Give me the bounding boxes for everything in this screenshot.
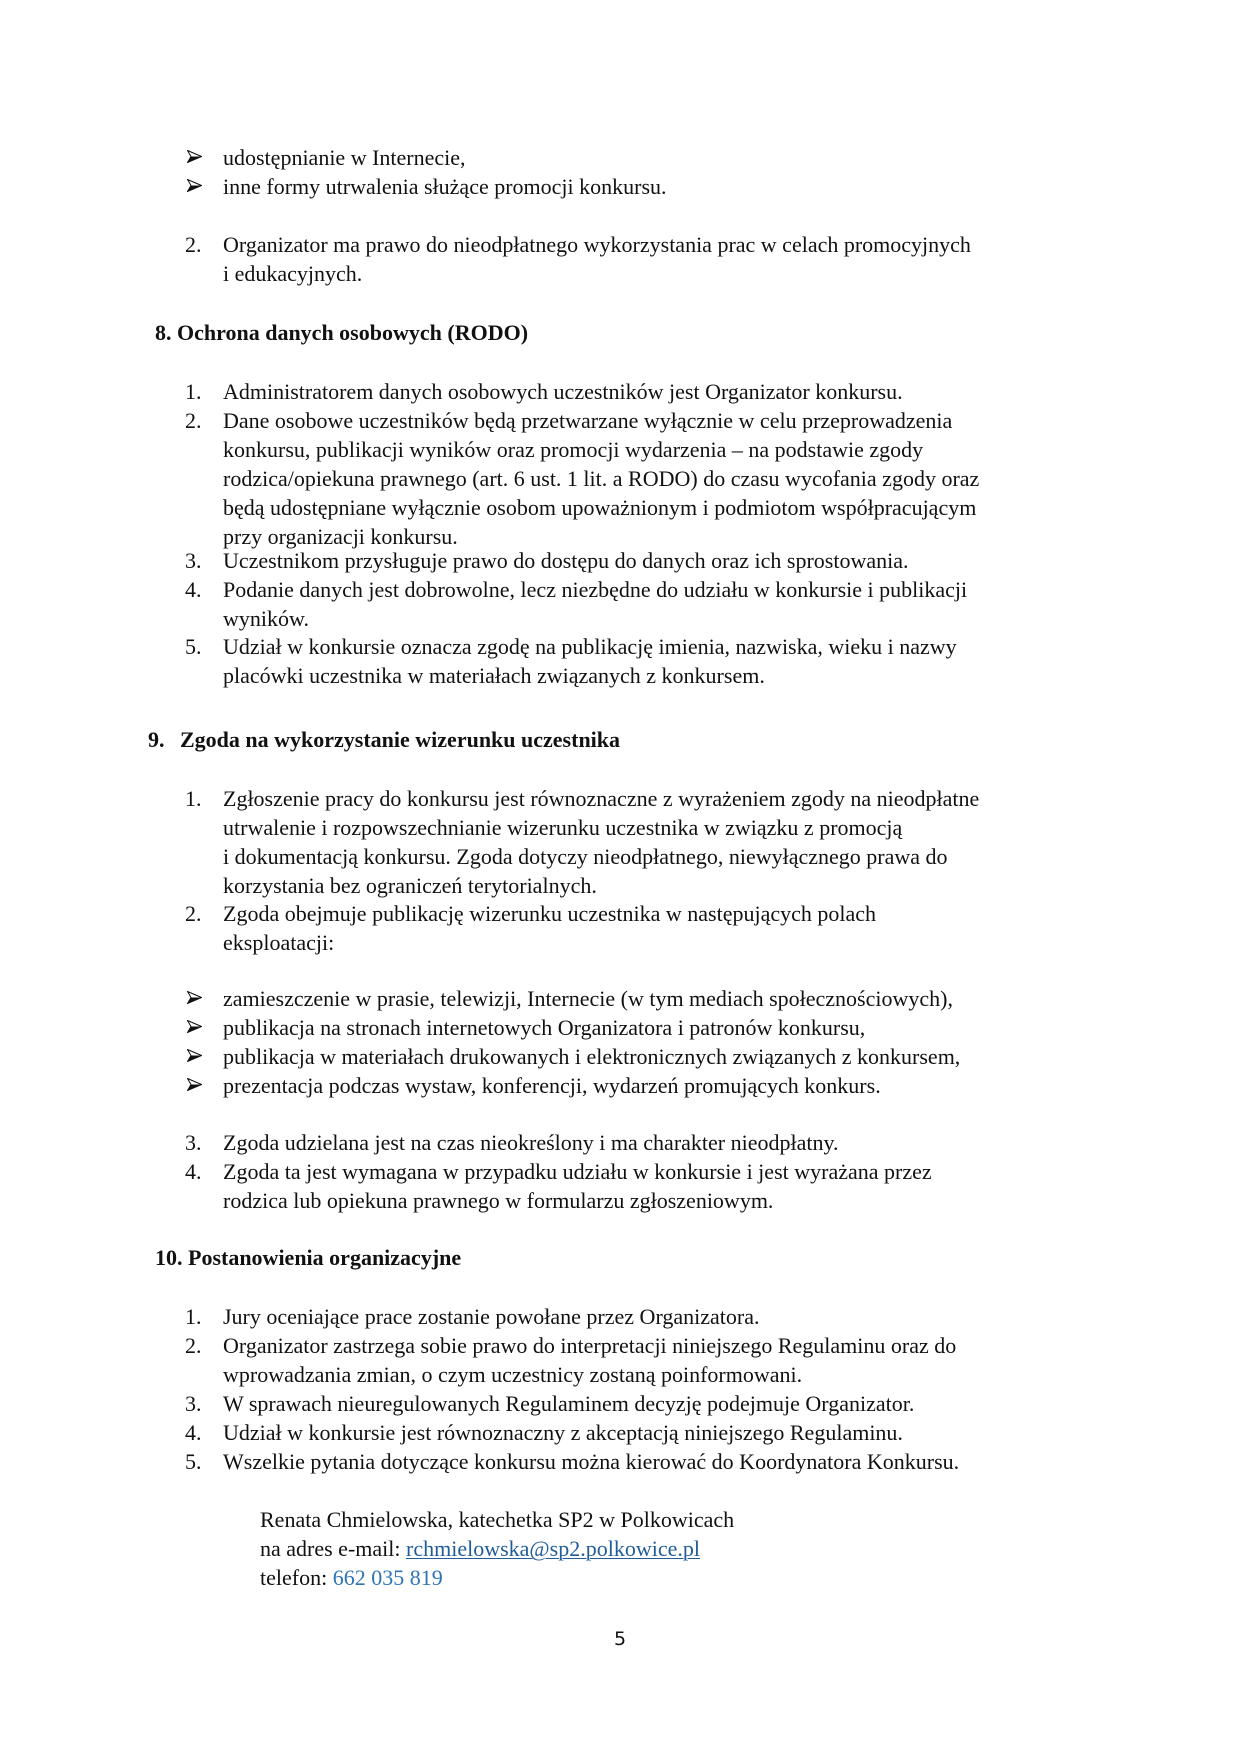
contact-phone-line xyxy=(260,1563,443,1592)
section-heading-10: 10. Postanowienia organizacyjne xyxy=(155,1245,462,1270)
section-heading-9-number: 9. xyxy=(148,727,165,752)
list-number: 4. xyxy=(185,1159,202,1184)
list-item-text: Dane osobowe uczestników będą przetwarzane wyłącznie w celu przeprowadzenia xyxy=(223,408,953,433)
section-heading-9: Zgoda na wykorzystanie wizerunku uczestnika xyxy=(180,727,621,752)
bullet-text: publikacja na stronach internetowych Organizatora i patronów konkursu, xyxy=(223,1015,866,1040)
list-item-text: Udział w konkursie oznacza zgodę na publikację imienia, nazwiska, wieku i nazwy xyxy=(223,634,957,659)
list-item-text: placówki uczestnika w materiałach związanych z konkursem. xyxy=(223,663,765,688)
contact-name: Renata Chmielowska, katechetka SP2 w Polkowicach xyxy=(260,1507,735,1532)
list-item-text: Wszelkie pytania dotyczące konkursu można kierować do Koordynatora Konkursu. xyxy=(223,1449,960,1474)
list-item-text: korzystania bez ograniczeń terytorialnych. xyxy=(223,873,597,898)
list-item-text: i dokumentacją konkursu. Zgoda dotyczy nieodpłatnego, niewyłącznego prawa do xyxy=(223,844,948,869)
list-item-text: Administratorem danych osobowych uczestników jest Organizator konkursu. xyxy=(223,379,903,404)
bullet-text: zamieszczenie w prasie, telewizji, Internecie (w tym mediach społecznościowych), xyxy=(223,986,953,1011)
bullet-text: publikacja w materiałach drukowanych i elektronicznych związanych z konkursem, xyxy=(223,1044,961,1069)
list-number: 2. xyxy=(185,408,202,433)
list-number: 1. xyxy=(185,786,202,811)
list-number: 4. xyxy=(185,1420,202,1445)
bullet-text: prezentacja podczas wystaw, konferencji, wydarzeń promujących konkurs. xyxy=(223,1073,881,1098)
list-item-text: Jury oceniające prace zostanie powołane przez Organizatora. xyxy=(223,1304,760,1329)
list-item-text: eksploatacji: xyxy=(223,930,335,955)
arrow-bullet-icon xyxy=(187,991,202,1004)
list-item-text: i edukacyjnych. xyxy=(223,261,363,286)
list-number: 5. xyxy=(185,1449,202,1474)
email-label: na adres e-mail: xyxy=(260,1536,406,1561)
phone-label: telefon: xyxy=(260,1565,333,1590)
list-item-text: Podanie danych jest dobrowolne, lecz niezbędne do udziału w konkursie i publikacji xyxy=(223,577,968,602)
list-number: 3. xyxy=(185,1130,202,1155)
list-number: 4. xyxy=(185,577,202,602)
list-item-text: wprowadzania zmian, o czym uczestnicy zostaną poinformowani. xyxy=(223,1362,803,1387)
list-item-text: Zgoda obejmuje publikację wizerunku uczestnika w następujących polach xyxy=(223,901,877,926)
arrow-bullet-icon xyxy=(187,1020,202,1033)
contact-email-line xyxy=(260,1534,700,1563)
list-number: 2. xyxy=(185,1333,202,1358)
phone-number: 662 035 819 xyxy=(332,1565,443,1590)
arrow-bullet-icon xyxy=(187,1049,202,1062)
arrow-bullet-icon xyxy=(187,1078,202,1091)
list-item-text: W sprawach nieuregulowanych Regulaminem decyzję podejmuje Organizator. xyxy=(223,1391,915,1416)
list-item-text: Uczestnikom przysługuje prawo do dostępu do danych oraz ich sprostowania. xyxy=(223,548,909,573)
list-item-text: Udział w konkursie jest równoznaczny z akceptacją niniejszego Regulaminu. xyxy=(223,1420,903,1445)
list-item-text: przy organizacji konkursu. xyxy=(223,524,458,549)
list-item-text: będą udostępniane wyłącznie osobom upoważnionym i podmiotom współpracującym xyxy=(223,495,977,520)
arrow-bullet-icon xyxy=(187,150,202,163)
bullet-text: udostępnianie w Internecie, xyxy=(223,145,466,170)
section-heading-8: 8. Ochrona danych osobowych (RODO) xyxy=(155,320,529,345)
list-number: 3. xyxy=(185,548,202,573)
list-number: 2. xyxy=(185,901,202,926)
arrow-bullet-icon xyxy=(187,179,202,192)
list-item-text: Organizator zastrzega sobie prawo do interpretacji niniejszego Regulaminu oraz do xyxy=(223,1333,957,1358)
list-number: 5. xyxy=(185,634,202,659)
list-number: 2. xyxy=(185,232,202,257)
list-item-text: rodzica/opiekuna prawnego (art. 6 ust. 1 lit. a RODO) do czasu wycofania zgody oraz xyxy=(223,466,980,491)
page-number: 5 xyxy=(614,1628,627,1650)
list-item-text: konkursu, publikacji wyników oraz promocji wydarzenia – na podstawie zgody xyxy=(223,437,924,462)
list-item-text: wyników. xyxy=(223,606,309,631)
list-number: 1. xyxy=(185,379,202,404)
list-item-text: Zgoda udzielana jest na czas nieokreślony i ma charakter nieodpłatny. xyxy=(223,1130,839,1155)
list-item-text: utrwalenie i rozpowszechnianie wizerunku uczestnika w związku z promocją xyxy=(223,815,903,840)
email-link[interactable]: rchmielowska@sp2.polkowice.pl xyxy=(406,1536,700,1561)
list-number: 3. xyxy=(185,1391,202,1416)
list-item-text: Zgłoszenie pracy do konkursu jest równoznaczne z wyrażeniem zgody na nieodpłatne xyxy=(223,786,980,811)
list-number: 1. xyxy=(185,1304,202,1329)
bullet-text: inne formy utrwalenia służące promocji konkursu. xyxy=(223,174,667,199)
list-item-text: rodzica lub opiekuna prawnego w formularzu zgłoszeniowym. xyxy=(223,1188,774,1213)
list-item-text: Organizator ma prawo do nieodpłatnego wykorzystania prac w celach promocyjnych xyxy=(223,232,971,257)
list-item-text: Zgoda ta jest wymagana w przypadku udziału w konkursie i jest wyrażana przez xyxy=(223,1159,932,1184)
